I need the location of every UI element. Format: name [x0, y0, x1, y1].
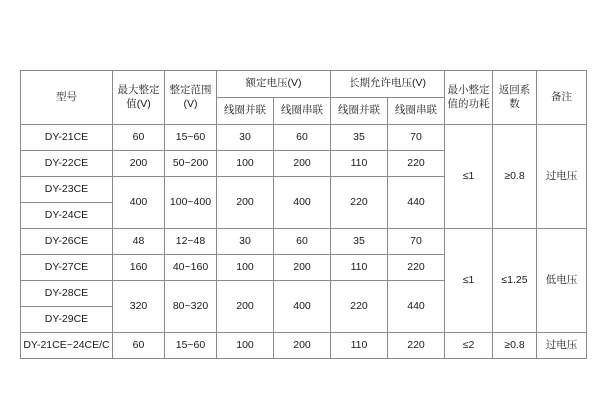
long-series-value: 440 — [388, 177, 445, 229]
header-min-setting-power: 最小整定值的功耗 — [445, 71, 493, 125]
max-setting-value: 320 — [113, 281, 165, 333]
max-setting-value: 60 — [113, 125, 165, 151]
long-parallel-value: 110 — [331, 255, 388, 281]
return-coefficient-value: ≥0.8 — [493, 333, 537, 359]
model-label: DY-22CE — [21, 151, 113, 177]
header-row-1 — [21, 71, 587, 98]
table-row — [21, 125, 587, 151]
min-power-value: ≤2 — [445, 333, 493, 359]
min-power-value: ≤1 — [445, 229, 493, 333]
model-label: DY-21CE — [21, 125, 113, 151]
model-label: DY-23CE — [21, 177, 113, 203]
long-parallel-value: 35 — [331, 229, 388, 255]
rated-series-value: 60 — [274, 229, 331, 255]
remark-value: 过电压 — [537, 125, 587, 229]
model-label: DY-28CE — [21, 281, 113, 307]
long-series-value: 220 — [388, 151, 445, 177]
table-row — [21, 229, 587, 255]
model-label: DY-26CE — [21, 229, 113, 255]
long-series-value: 440 — [388, 281, 445, 333]
long-parallel-value: 220 — [331, 177, 388, 229]
setting-range-value: 50~200 — [165, 151, 217, 177]
header-long-coil-parallel: 线圈并联 — [331, 98, 388, 125]
model-label: DY-24CE — [21, 203, 113, 229]
header-remark: 备注 — [537, 71, 587, 125]
setting-range-value: 80~320 — [165, 281, 217, 333]
rated-series-value: 200 — [274, 151, 331, 177]
header-long-coil-series: 线圈串联 — [388, 98, 445, 125]
long-parallel-value: 110 — [331, 151, 388, 177]
setting-range-value: 12~48 — [165, 229, 217, 255]
header-model: 型号 — [21, 71, 113, 125]
header-rated-coil-series: 线圈串联 — [274, 98, 331, 125]
long-series-value: 70 — [388, 229, 445, 255]
table-row — [21, 333, 587, 359]
rated-series-value: 200 — [274, 255, 331, 281]
setting-range-value: 15~60 — [165, 333, 217, 359]
return-coefficient-value: ≤1.25 — [493, 229, 537, 333]
remark-value: 过电压 — [537, 333, 587, 359]
rated-series-value: 400 — [274, 281, 331, 333]
max-setting-value: 60 — [113, 333, 165, 359]
table-header — [21, 71, 587, 125]
rated-parallel-value: 200 — [217, 281, 274, 333]
header-setting-range: 整定范围(V) — [165, 71, 217, 125]
long-series-value: 220 — [388, 333, 445, 359]
setting-range-value: 40~160 — [165, 255, 217, 281]
rated-parallel-value: 100 — [217, 151, 274, 177]
setting-range-value: 15~60 — [165, 125, 217, 151]
model-label: DY-29CE — [21, 307, 113, 333]
header-rated-coil-parallel: 线圈并联 — [217, 98, 274, 125]
max-setting-value: 48 — [113, 229, 165, 255]
rated-parallel-value: 100 — [217, 255, 274, 281]
rated-parallel-value: 100 — [217, 333, 274, 359]
long-parallel-value: 35 — [331, 125, 388, 151]
remark-value: 低电压 — [537, 229, 587, 333]
long-parallel-value: 110 — [331, 333, 388, 359]
rated-series-value: 200 — [274, 333, 331, 359]
rated-parallel-value: 30 — [217, 229, 274, 255]
rated-parallel-value: 30 — [217, 125, 274, 151]
header-max-setting: 最大整定值(V) — [113, 71, 165, 125]
header-return-coefficient: 返回系数 — [493, 71, 537, 125]
long-series-value: 220 — [388, 255, 445, 281]
rated-series-value: 400 — [274, 177, 331, 229]
return-coefficient-value: ≥0.8 — [493, 125, 537, 229]
rated-parallel-value: 200 — [217, 177, 274, 229]
header-rated-voltage: 额定电压(V) — [217, 71, 331, 98]
min-power-value: ≤1 — [445, 125, 493, 229]
long-series-value: 70 — [388, 125, 445, 151]
header-long-term-voltage: 长期允许电压(V) — [331, 71, 445, 98]
max-setting-value: 400 — [113, 177, 165, 229]
model-label: DY-21CE~24CE/C — [21, 333, 113, 359]
rated-series-value: 60 — [274, 125, 331, 151]
spec-table-container — [20, 70, 580, 359]
specification-table — [20, 70, 587, 359]
max-setting-value: 200 — [113, 151, 165, 177]
setting-range-value: 100~400 — [165, 177, 217, 229]
model-label: DY-27CE — [21, 255, 113, 281]
max-setting-value: 160 — [113, 255, 165, 281]
table-body — [21, 125, 587, 359]
long-parallel-value: 220 — [331, 281, 388, 333]
